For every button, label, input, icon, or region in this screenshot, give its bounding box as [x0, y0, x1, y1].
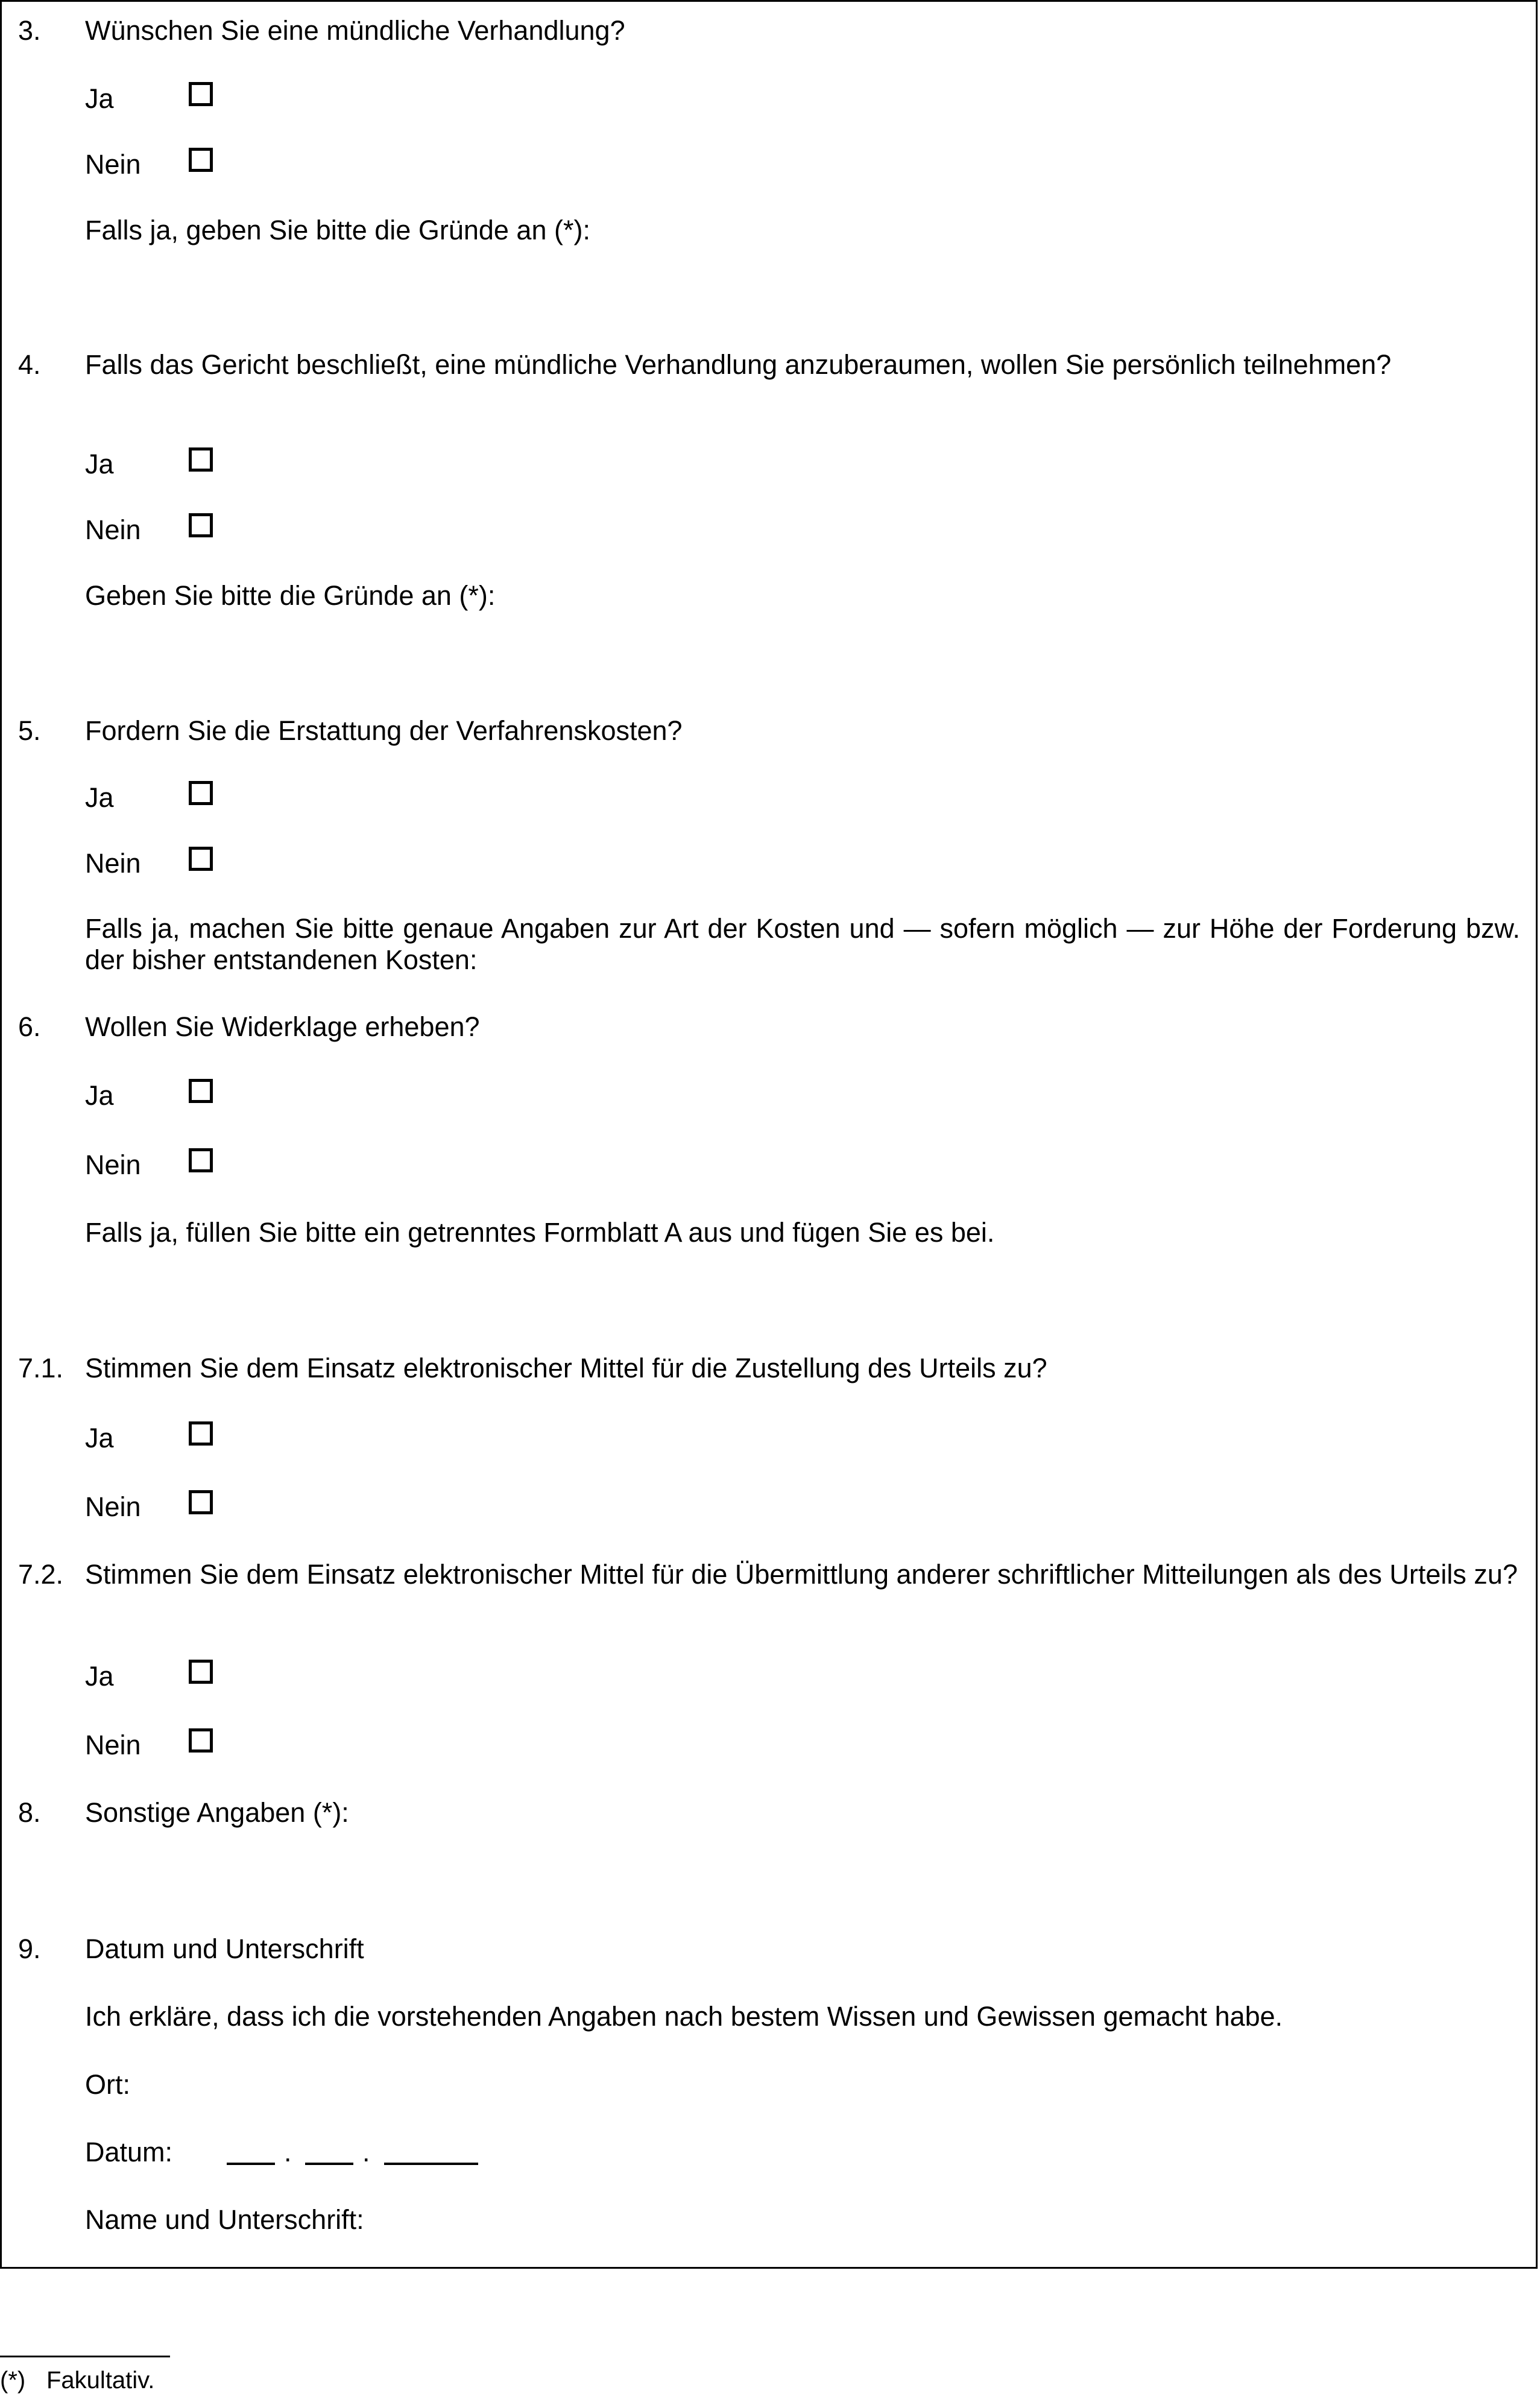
q6-text: Wollen Sie Widerklage erheben?: [85, 1011, 480, 1042]
q7-2-no-label: Nein: [85, 1730, 141, 1760]
q5-text: Fordern Sie die Erstattung der Verfahrenskosten?: [85, 715, 683, 746]
q7-2-number: 7.2.: [18, 1559, 64, 1590]
q7-2-text: Stimmen Sie dem Einsatz elektronischer Mittel für die Übermittlung anderer schriftlicher Mitteilungen als des Urteils zu?: [85, 1559, 1518, 1590]
date-separator: .: [284, 2137, 292, 2167]
q3-yes-label: Ja: [85, 83, 114, 114]
q6-no-checkbox[interactable]: [189, 1148, 213, 1172]
q7-2-no-checkbox[interactable]: [189, 1728, 213, 1753]
q3-no-checkbox[interactable]: [189, 148, 213, 172]
q3-no-label: Nein: [85, 149, 141, 180]
q4-note: Geben Sie bitte die Gründe an (*):: [85, 580, 496, 611]
q7-1-text: Stimmen Sie dem Einsatz elektronischer Mittel für die Zustellung des Urteils zu?: [85, 1353, 1047, 1383]
q7-1-number: 7.1.: [18, 1353, 64, 1383]
q6-yes-checkbox[interactable]: [189, 1079, 213, 1103]
q5-yes-label: Ja: [85, 782, 114, 813]
q6-number: 6.: [18, 1011, 41, 1042]
q5-no-checkbox[interactable]: [189, 847, 213, 871]
q9-declaration: Ich erkläre, dass ich die vorstehenden Angaben nach bestem Wissen und Gewissen gemacht habe.: [85, 2001, 1283, 2032]
q4-number: 4.: [18, 349, 41, 380]
q4-text: Falls das Gericht beschließt, eine mündliche Verhandlung anzuberaumen, wollen Sie persönlich teilnehmen?: [85, 349, 1392, 380]
q6-note: Falls ja, füllen Sie bitte ein getrenntes Formblatt A aus und fügen Sie es bei.: [85, 1217, 995, 1248]
q9-text: Datum und Unterschrift: [85, 1933, 364, 1964]
q7-2-yes-label: Ja: [85, 1661, 114, 1692]
q7-1-no-label: Nein: [85, 1491, 141, 1522]
q5-number: 5.: [18, 715, 41, 746]
date-label: Datum:: [85, 2137, 173, 2167]
footnote-text: Fakultativ.: [46, 2367, 155, 2394]
q4-no-checkbox[interactable]: [189, 513, 213, 537]
q7-1-no-checkbox[interactable]: [189, 1490, 213, 1514]
q8-number: 8.: [18, 1797, 41, 1828]
q9-number: 9.: [18, 1933, 41, 1964]
q7-1-yes-checkbox[interactable]: [189, 1421, 213, 1446]
place-label: Ort:: [85, 2069, 130, 2100]
date-month-field[interactable]: [305, 2163, 353, 2165]
q3-note: Falls ja, geben Sie bitte die Gründe an (*):: [85, 215, 590, 245]
date-separator: .: [362, 2137, 370, 2167]
footnote-marker: (*): [0, 2367, 26, 2394]
q7-1-yes-label: Ja: [85, 1423, 114, 1453]
name-signature-label: Name und Unterschrift:: [85, 2204, 364, 2235]
q4-no-label: Nein: [85, 514, 141, 545]
q4-yes-label: Ja: [85, 449, 114, 479]
q7-2-yes-checkbox[interactable]: [189, 1660, 213, 1684]
q6-yes-label: Ja: [85, 1080, 114, 1111]
date-day-field[interactable]: [227, 2163, 275, 2165]
date-year-field[interactable]: [384, 2163, 478, 2165]
q5-no-label: Nein: [85, 848, 141, 879]
q4-yes-checkbox[interactable]: [189, 447, 213, 472]
q3-number: 3.: [18, 15, 41, 46]
q3-text: Wünschen Sie eine mündliche Verhandlung?: [85, 15, 625, 46]
q3-yes-checkbox[interactable]: [189, 82, 213, 106]
q5-note: Falls ja, machen Sie bitte genaue Angaben zur Art der Kosten und — sofern möglich — zur Höhe der Forderung bzw. der bisher entstandenen Kosten:: [85, 913, 1520, 975]
q8-text: Sonstige Angaben (*):: [85, 1797, 349, 1828]
q6-no-label: Nein: [85, 1149, 141, 1180]
q5-yes-checkbox[interactable]: [189, 781, 213, 805]
footnote-rule: [0, 2356, 170, 2357]
